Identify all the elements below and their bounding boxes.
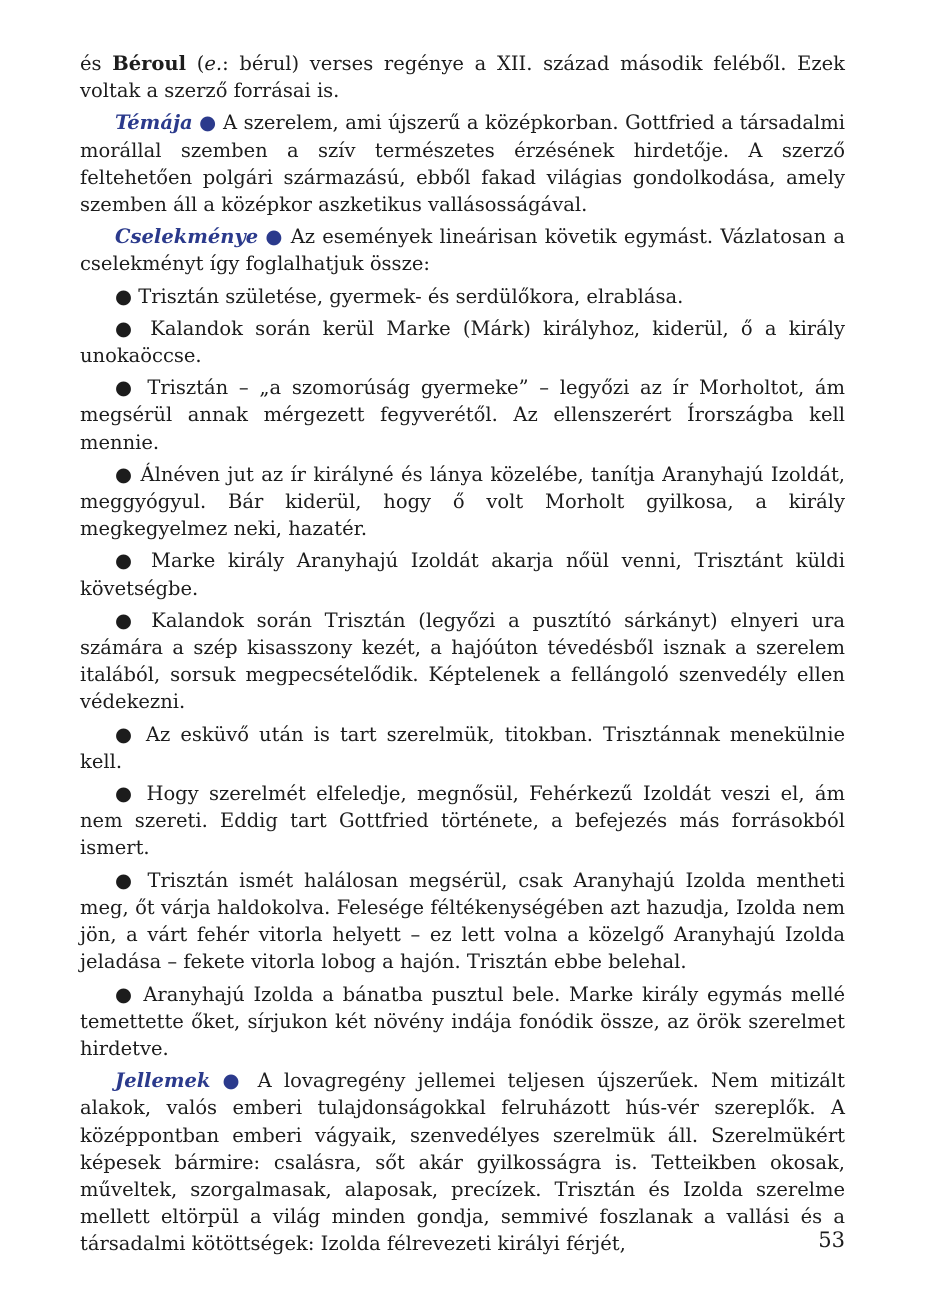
intro-pre: és: [80, 52, 113, 75]
plot-list-item-text: Aranyhajú Izolda a bánatba pusztul bele. Marke király egymás mellé temettette őket, sírjukon két növény indája fonódik össze, az örök szerelmet hirdetve.: [80, 982, 845, 1060]
jellemek-bullet-icon: ●: [222, 1069, 246, 1093]
intro-paragraph: [80, 50, 845, 104]
jellemek-heading: Jellemek: [115, 1069, 211, 1093]
plot-list-item-text: Trisztán születése, gyermek- és serdülőkora, elrablása.: [138, 284, 684, 308]
list-bullet-icon: ●: [115, 284, 133, 308]
plot-list: [80, 283, 845, 1062]
list-bullet-icon: ●: [115, 376, 137, 400]
page-body: [80, 50, 845, 1263]
intro-mid: (: [186, 52, 205, 75]
tema-heading: Témája: [115, 111, 193, 135]
list-bullet-icon: ●: [115, 982, 135, 1006]
list-bullet-icon: ●: [115, 316, 139, 340]
tema-paragraph: [80, 109, 845, 218]
tema-text: A szerelem, ami újszerű a középkorban. Gottfried a társadalmi morállal szemben a szív természetes érzésének hirdetője. A szerző feltehetően polgári származású, ebből fakad világias gondolkodása, amely szemben áll a középkor aszketikus vallásosságával.: [80, 111, 846, 217]
plot-list-item: [80, 607, 845, 716]
plot-list-item: [80, 981, 845, 1063]
list-bullet-icon: ●: [115, 782, 137, 806]
plot-list-item-text: Hogy szerelmét elfeledje, megnősül, Fehérkezű Izoldát veszi el, ám nem szereti. Eddig tart Gottfried története, a befejezés más forrásokból ismert.: [80, 782, 845, 860]
plot-list-item: [80, 315, 845, 369]
jellemek-text: A lovagregény jellemei teljesen újszerűek. Nem mitizált alakok, valós emberi tulajdonságokkal felruházott hús-vér szereplők. A középpontban emberi vágyaik, szenvedélyes szerelmük áll. Szerelmükért képesek bármire: csalásra, sőt akár gyilkosságra is. Tetteikben okosak, műveltek, szorgalmasak, alaposak, precízek. Trisztán és Izolda szerelme mellett eltörpül a világ minden gondja, semmivé foszlanak a vallási és a társadalmi kötöttségek: Izolda félrevezeti királyi férjét,: [80, 1069, 845, 1256]
cselekmeny-bullet-icon: ●: [265, 225, 284, 249]
list-bullet-icon: ●: [115, 549, 139, 573]
plot-list-item: [80, 283, 845, 310]
cselekmeny-paragraph: [80, 223, 845, 277]
plot-list-item-text: Álnéven jut az ír királyné és lánya közelébe, tanítja Aranyhajú Izoldát, meggyógyul. Bár kiderül, hogy ő volt Morholt gyilkosa, a király megkegyelmez neki, hazatér.: [80, 462, 846, 541]
plot-list-item-text: Trisztán ismét halálosan megsérül, csak Aranyhajú Izolda mentheti meg, őt várja haldokolva. Felesége féltékenységében azt hazudja, Izolda nem jön, a várt fehér vitorla helyett – ez lett volna a közelgő Aranyhajú Izolda jeladása – fekete vitorla lobog a hajón. Trisztán ebbe belehal.: [80, 868, 846, 974]
tema-bullet-icon: ●: [199, 111, 217, 135]
author-name: Béroul: [112, 52, 187, 75]
page-number: 53: [818, 1228, 845, 1252]
pronunciation-label: e.: [204, 52, 223, 75]
plot-list-item-text: Trisztán – „a szomorúság gyermeke” – legyőzi az ír Morholtot, ám megsérül annak mérgezett fegyverétől. Az ellenszerért Írországba kell mennie.: [80, 376, 846, 454]
plot-list-item: [80, 780, 845, 862]
list-bullet-icon: ●: [115, 608, 139, 632]
plot-list-item-text: Kalandok során Trisztán (legyőzi a pusztító sárkányt) elnyeri ura számára a szép kisasszony kezét, a hajóúton tévedésből isznak a szerelem italából, sorsuk megpecsételődik. Képtelenek a fellángoló szenvedély ellen védekezni.: [80, 608, 845, 714]
plot-list-item-text: Marke király Aranyhajú Izoldát akarja nőül venni, Trisztánt küldi követségbe.: [80, 549, 846, 600]
jellemek-paragraph: [80, 1067, 845, 1257]
list-bullet-icon: ●: [115, 868, 137, 892]
plot-list-item: [80, 461, 845, 543]
intro-post: : bérul) verses regénye a XII. század második feléből. Ezek voltak a szerző forrásai is.: [80, 52, 845, 103]
cselekmeny-text: Az események lineárisan követik egymást. Vázlatosan a cselekményt így foglalhatjuk össze:: [80, 225, 846, 276]
list-bullet-icon: ●: [115, 462, 134, 486]
cselekmeny-heading: Cselekménye: [115, 225, 259, 249]
plot-list-item: [80, 374, 845, 456]
plot-list-item-text: Kalandok során kerül Marke (Márk) királyhoz, kiderül, ő a király unokaöccse.: [80, 316, 846, 368]
list-bullet-icon: ●: [115, 722, 136, 746]
plot-list-item: [80, 721, 845, 775]
plot-list-item: [80, 867, 845, 976]
plot-list-item: [80, 547, 845, 601]
plot-list-item-text: Az esküvő után is tart szerelmük, titokban. Trisztánnak menekülnie kell.: [80, 722, 846, 773]
